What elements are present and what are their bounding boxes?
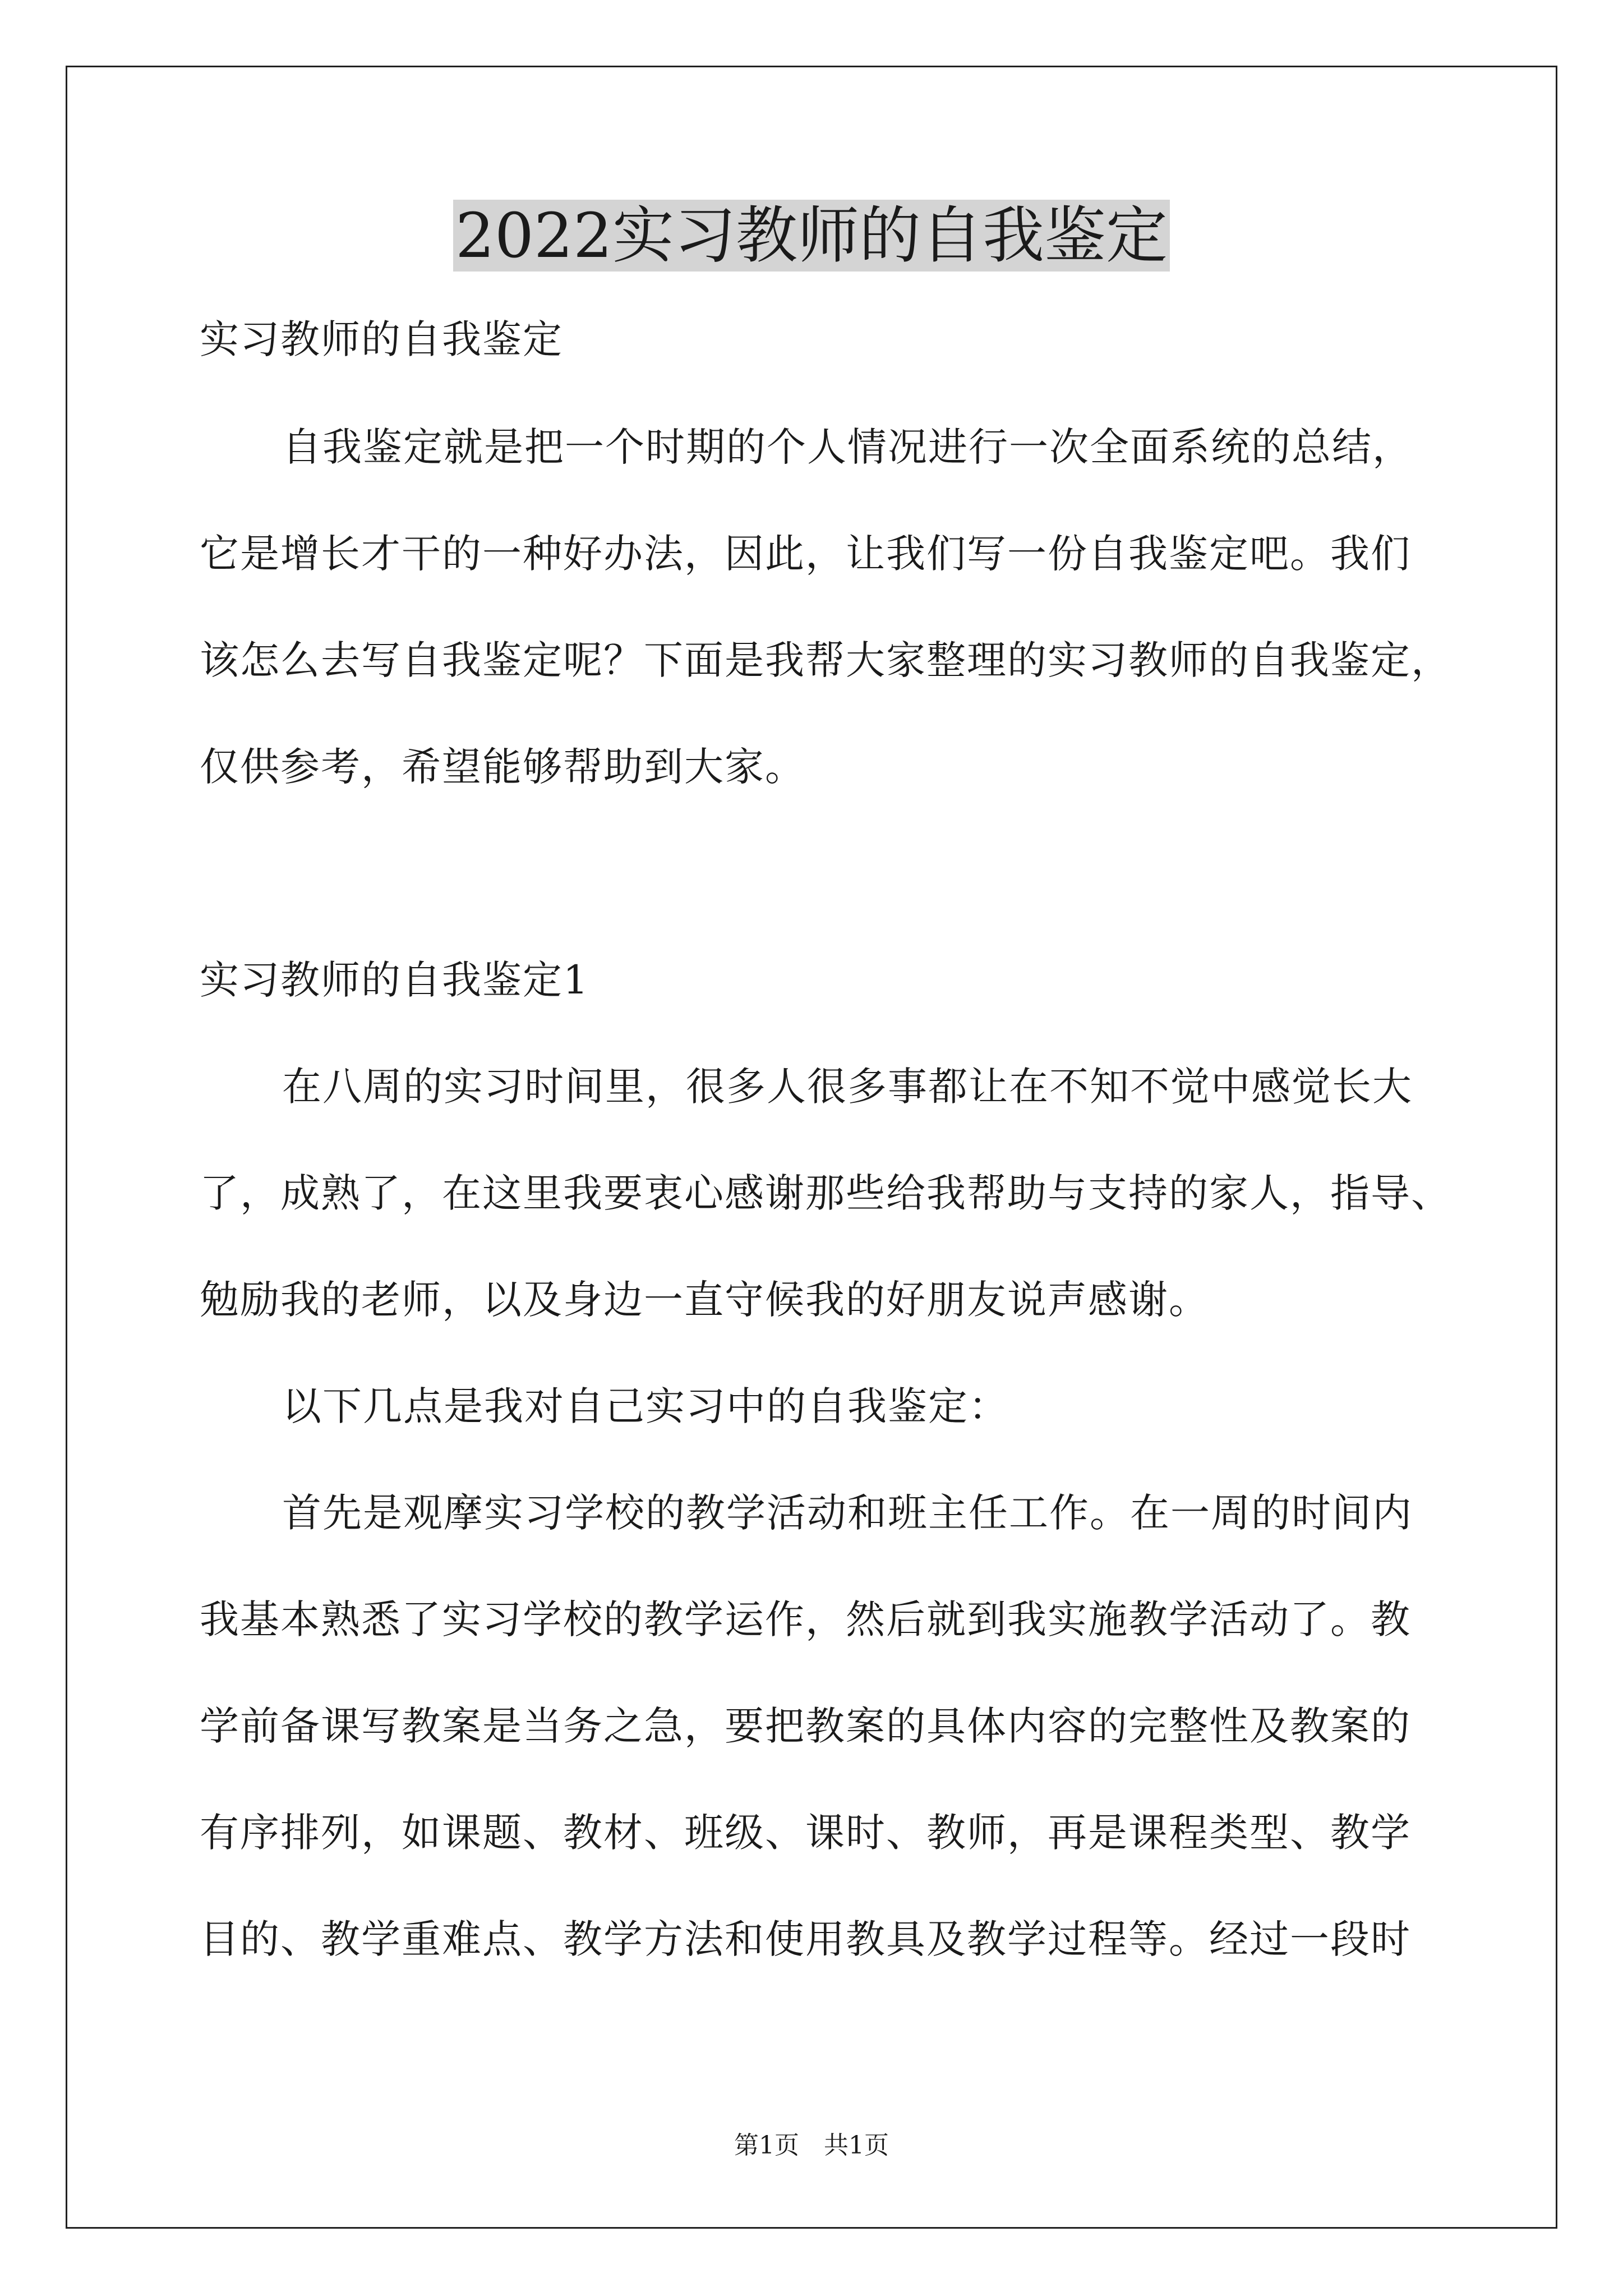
page-footer xyxy=(0,2129,1623,2162)
paragraph-line: 该怎么去写自我鉴定呢？下面是我帮大家整理的实习教师的自我鉴定， xyxy=(200,637,1451,683)
paragraph-line: 它是增长才干的一种好办法，因此，让我们写一份自我鉴定吧。我们 xyxy=(200,531,1411,577)
document-title xyxy=(0,196,1623,275)
paragraph-line: 自我鉴定就是把一个时期的个人情况进行一次全面系统的总结， xyxy=(282,424,1413,470)
page-border xyxy=(66,66,1557,2229)
document-title-text: 2022实习教师的自我鉴定 xyxy=(453,200,1170,272)
paragraph-line: 有序排列，如课题、教材、班级、课时、教师，再是课程类型、教学 xyxy=(200,1810,1411,1856)
page-total: 共1页 xyxy=(824,2131,889,2160)
paragraph-line: 在八周的实习时间里，很多人很多事都让在不知不觉中感觉长大 xyxy=(282,1064,1413,1110)
paragraph-line: 勉励我的老师，以及身边一直守候我的好朋友说声感谢。 xyxy=(200,1277,1209,1323)
paragraph-line: 学前备课写教案是当务之急，要把教案的具体内容的完整性及教案的 xyxy=(200,1703,1411,1749)
paragraph-line: 首先是观摩实习学校的教学活动和班主任工作。在一周的时间内 xyxy=(282,1490,1413,1536)
paragraph-line: 了，成熟了，在这里我要衷心感谢那些给我帮助与支持的家人，指导、 xyxy=(200,1170,1451,1216)
section-heading: 实习教师的自我鉴定 xyxy=(200,316,563,362)
paragraph-line: 以下几点是我对自己实习中的自我鉴定： xyxy=(282,1383,1009,1429)
page-number: 第1页 xyxy=(734,2131,799,2160)
paragraph-line: 仅供参考，希望能够帮助到大家。 xyxy=(200,744,805,790)
paragraph-line: 目的、教学重难点、教学方法和使用教具及教学过程等。经过一段时 xyxy=(200,1916,1411,1962)
paragraph-line: 我基本熟悉了实习学校的教学运作，然后就到我实施教学活动了。教 xyxy=(200,1596,1411,1642)
section-heading: 实习教师的自我鉴定1 xyxy=(200,957,589,1003)
